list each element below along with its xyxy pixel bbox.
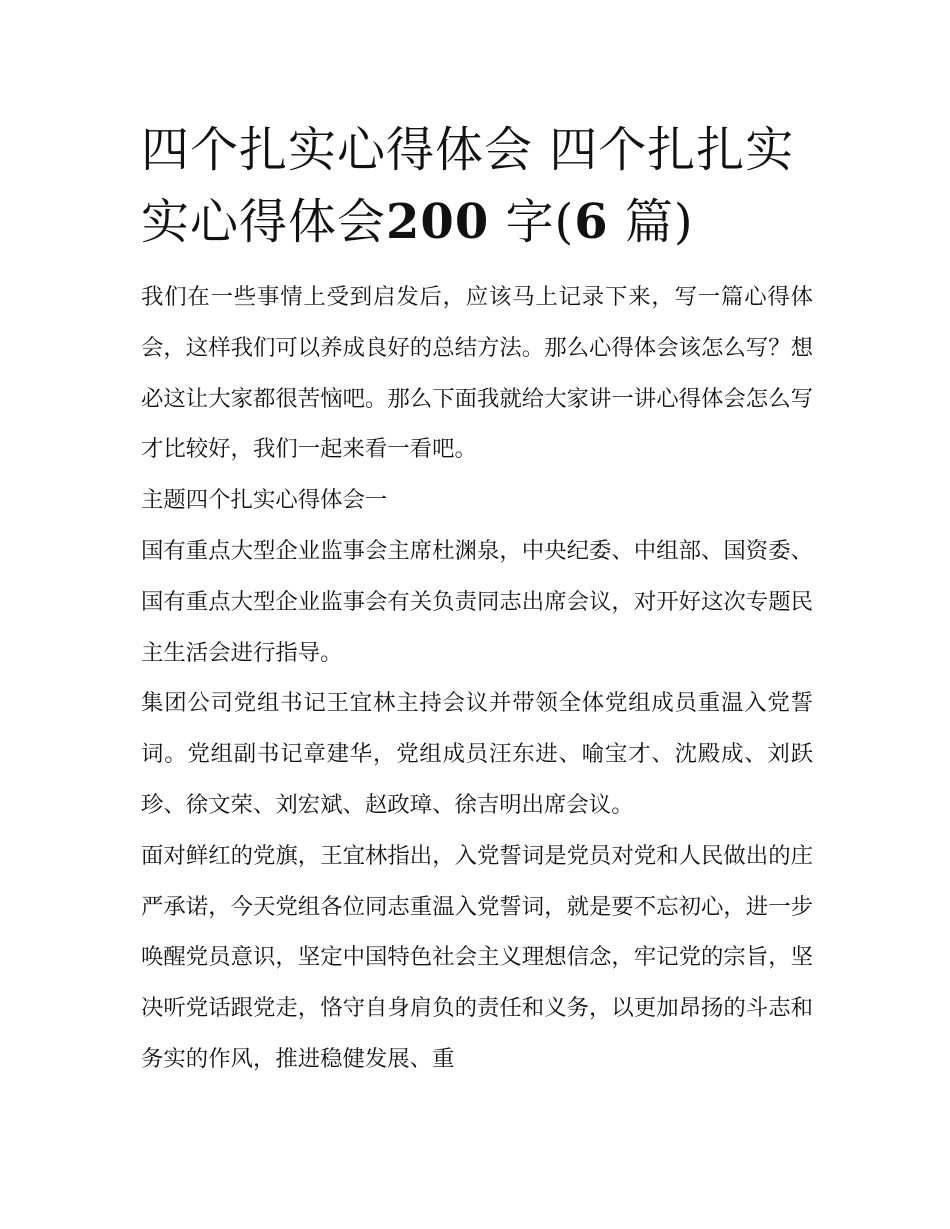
title-text: 四个扎实心得体会 四个扎扎实实心得体会 [141, 122, 795, 250]
paragraph-attendees: 国有重点大型企业监事会主席杜渊泉，中央纪委、中组部、国资委、国有重点大型企业监事会有关负责同志出席会议，对开好这次专题民主生活会进行指导。 [141, 537, 813, 666]
title-text-pian: 篇) [608, 194, 694, 250]
section-heading: 主题四个扎实心得体会一 [141, 487, 388, 514]
title-text-zi: 字( [489, 194, 575, 250]
document-title [141, 114, 813, 258]
title-number-6: 6 [574, 194, 609, 250]
document-body [141, 272, 813, 1085]
title-number-200: 200 [386, 194, 490, 250]
document-page [141, 114, 813, 1085]
paragraph-meeting: 集团公司党组书记王宜林主持会议并带领全体党组成员重温入党誓词。党组副书记章建华，党组成员汪东进、喻宝才、沈殿成、刘跃珍、徐文荣、刘宏斌、赵政璋、徐吉明出席会议。 [141, 690, 813, 818]
paragraph-intro: 我们在一些事情上受到启发后，应该马上记录下来，写一篇心得体会，这样我们可以养成良好的总结方法。那么心得体会该怎么写？想必这让大家都很苦恼吧。那么下面我就给大家讲一讲心得体会怎么写才比较好，我们一起来看一看吧。 [141, 284, 813, 463]
paragraph-oath: 面对鲜红的党旗，王宜林指出，入党誓词是党员对党和人民做出的庄严承诺，今天党组各位同志重温入党誓词，就是要不忘初心，进一步唤醒党员意识，坚定中国特色社会主义理想信念，牢记党的宗旨，坚决听党话跟党走，恪守自身肩负的责任和义务，以更加昂扬的斗志和务实的作风，推进稳健发展、重 [141, 842, 813, 1072]
